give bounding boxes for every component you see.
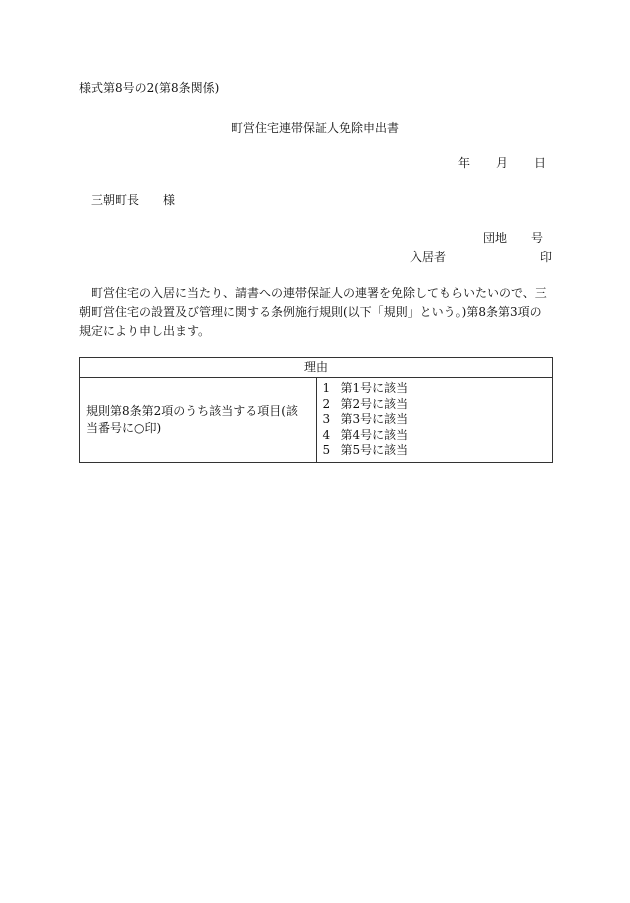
- table-header-reason: 理由: [80, 358, 553, 378]
- danchi-label: 団地: [483, 231, 508, 245]
- option-number: 1: [322, 381, 331, 395]
- option-text: 第5号に該当: [340, 443, 409, 457]
- option-item: [323, 397, 547, 413]
- resident-label: 入居者: [410, 250, 447, 264]
- date-year-label: 年: [458, 156, 471, 170]
- option-number: 5: [322, 443, 331, 457]
- body-paragraph: 町営住宅の入居に当たり、請書への連帯保証人の連署を免除してもらいたいので、三朝町営住宅の設置及び管理に関する条例施行規則(以下「規則」という。)第8条第3項の規定により申し出ます。: [79, 286, 547, 338]
- option-number: 4: [322, 427, 331, 442]
- option-text: 第3号に該当: [340, 412, 409, 426]
- option-item: [323, 412, 547, 428]
- resident-line: [410, 249, 552, 265]
- option-number: 3: [322, 412, 331, 426]
- date-day-label: 日: [534, 156, 547, 170]
- seal-label: 印: [540, 250, 553, 264]
- date-month-label: 月: [496, 156, 509, 170]
- danchi-number-line: [483, 230, 543, 246]
- addressee: [91, 192, 175, 208]
- option-text: 第4号に該当: [340, 427, 409, 442]
- option-text: 第1号に該当: [340, 381, 409, 395]
- form-number: 様式第8号の2(第8条関係): [79, 81, 220, 95]
- date-line: [458, 155, 546, 171]
- option-item: [323, 428, 547, 444]
- addressee-name: 三朝町長: [91, 193, 140, 207]
- addressee-honorific: 様: [163, 193, 176, 207]
- number-label: 号: [531, 231, 544, 245]
- options-cell: [316, 378, 553, 463]
- option-number: 2: [322, 396, 331, 411]
- document-title: 町営住宅連帯保証人免除申出書: [230, 121, 399, 135]
- reason-table: [79, 357, 553, 463]
- option-text: 第2号に該当: [340, 396, 409, 411]
- table-row: [80, 378, 553, 463]
- option-item: [323, 381, 547, 397]
- option-item: [323, 443, 547, 459]
- row-label: 規則第8条第2項のうち該当する項目(該当番号に○印): [80, 378, 317, 463]
